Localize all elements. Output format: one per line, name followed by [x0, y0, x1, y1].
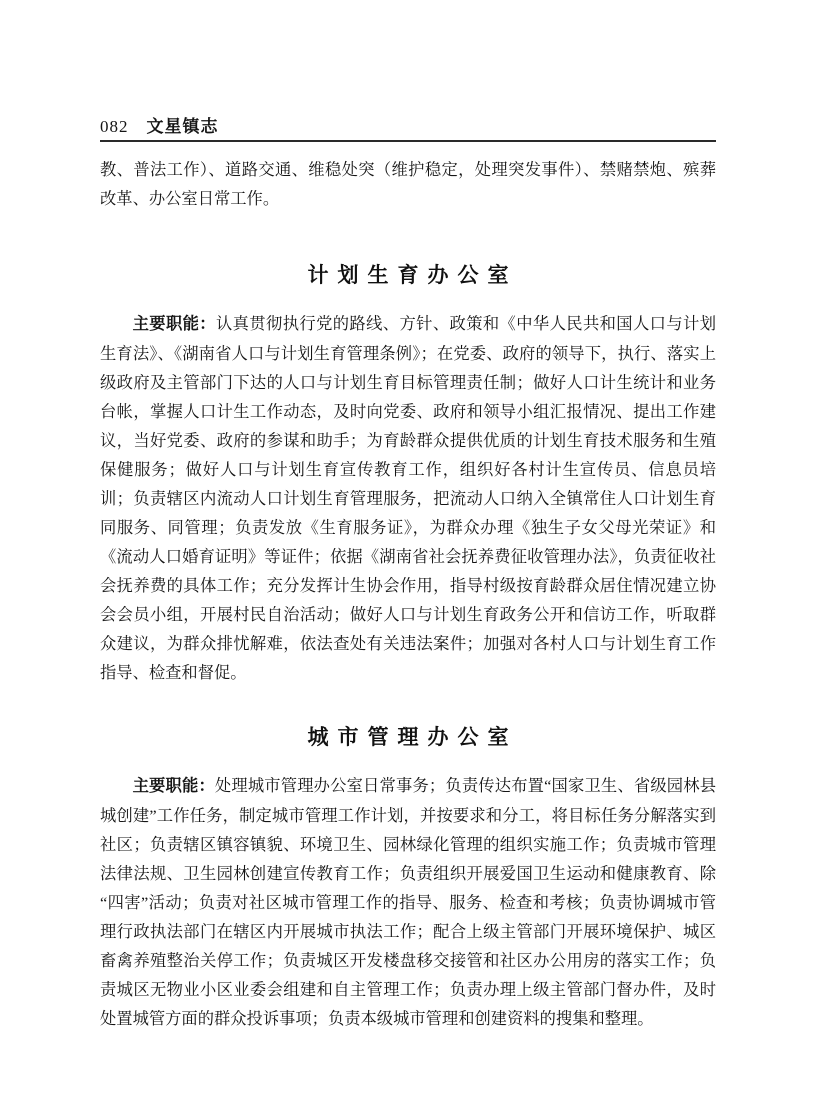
- section-paragraph-family-planning: [100, 309, 716, 687]
- paragraph-label-main-functions: 主要职能：: [132, 777, 215, 795]
- paragraph-body-family-planning: 认真贯彻执行党的路线、方针、政策和《中华人民共和国人口与计划生育法》、《湖南省人口与计划生育管理条例》；在党委、政府的领导下，执行、落实上级政府及主管部门下达的人口与计划生育目标管理责任制；做好人口计生统计和业务台帐，掌握人口计生工作动态，及时向党委、政府和领导小组汇报情况、提出工作建议，当好党委、政府的参谋和助手；为育龄群众提供优质的计划生育技术服务和生殖保健服务；做好人口与计划生育宣传教育工作，组织好各村计生宣传员、信息员培训；负责辖区内流动人口计划生育管理服务，把流动人口纳入全镇常住人口计划生育同服务、同管理；负责发放《生育服务证》，为群众办理《独生子女父母光荣证》和《流动人口婚育证明》等证件；依据《湖南省社会抚养费征收管理办法》，负责征收社会抚养费的具体工作；充分发挥计生协会作用，指导村级按育龄群众居住情况建立协会会员小组，开展村民自治活动；做好人口与计划生育政务公开和信访工作，听取群众建议，为群众排忧解难，依法查处有关违法案件；加强对各村人口与计划生育工作指导、检查和督促。: [100, 314, 716, 682]
- page-number: 082: [100, 117, 129, 136]
- paragraph-body-city-management: 处理城市管理办公室日常事务；负责传达布置“国家卫生、省级园林县城创建”工作任务，制定城市管理工作计划，并按要求和分工，将目标任务分解落实到社区；负责辖区镇容镇貌、环境卫生、园林绿化管理的组织实施工作；负责城市管理法律法规、卫生园林创建宣传教育工作；负责组织开展爱国卫生运动和健康教育、除“四害”活动；负责对社区城市管理工作的指导、服务、检查和考核；负责协调城市管理行政执法部门在辖区内开展城市执法工作；配合上级主管部门开展环境保护、城区畜禽养殖整治关停工作；负责城区开发楼盘移交接管和社区办公用房的落实工作；负责城区无物业小区业委会组建和自主管理工作；负责办理上级主管部门督办件，及时处置城管方面的群众投诉事项；负责本级城市管理和创建资料的搜集和整理。: [100, 776, 716, 1028]
- paragraph-label-main-functions: 主要职能：: [132, 315, 216, 333]
- section-paragraph-city-management: [100, 771, 716, 1033]
- book-title: 文星镇志: [146, 117, 219, 136]
- section-heading-city-management-office: 城市管理办公室: [307, 726, 518, 749]
- section-heading-family-planning-office: 计划生育办公室: [307, 264, 518, 287]
- page-header: [100, 112, 716, 142]
- continuation-paragraph: 教、普法工作）、道路交通、维稳处突（维护稳定，处理突发事件）、禁赌禁炮、殡葬改革、办公室日常工作。: [100, 160, 716, 208]
